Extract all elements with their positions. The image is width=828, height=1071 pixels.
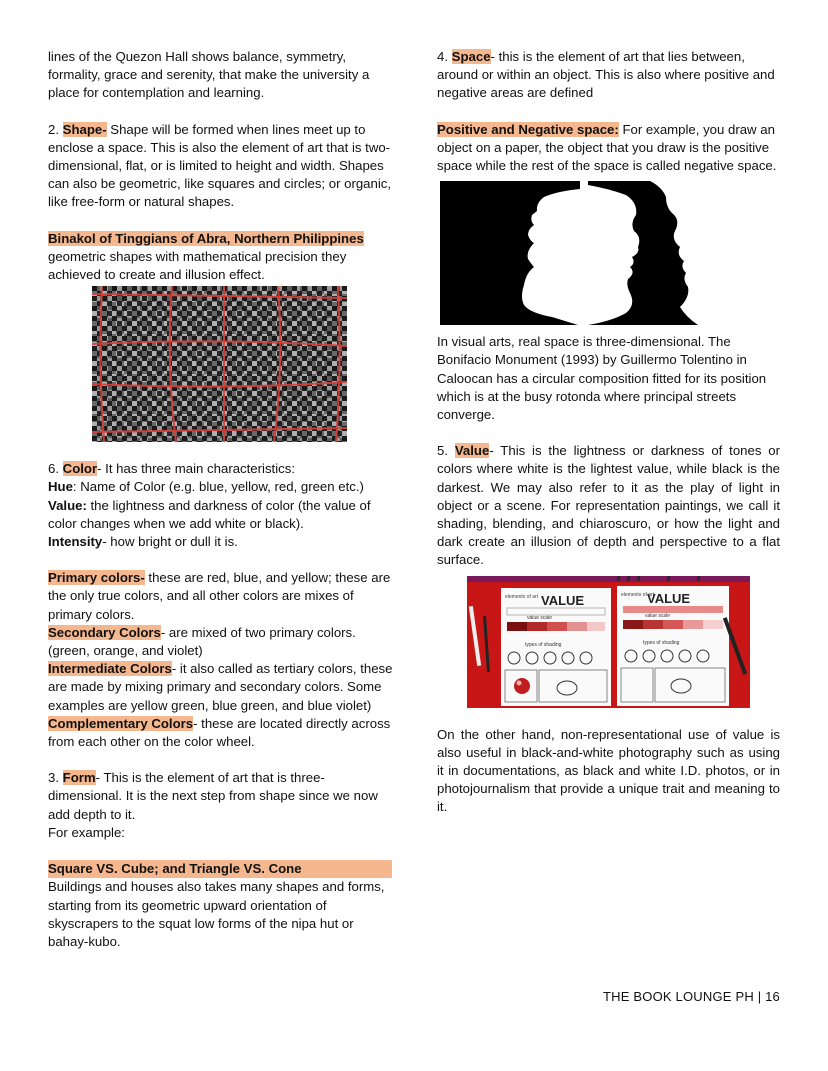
- shape-paragraph: [48, 121, 393, 212]
- sheet1-title: VALUE: [541, 592, 585, 608]
- value-term: Value: [454, 443, 490, 459]
- value-paragraph: [437, 442, 780, 569]
- binakol-weave-image: [92, 286, 347, 442]
- binakol-heading-text: Binakol of Tinggians of Abra, Northern Philippines: [48, 230, 364, 246]
- form-paragraph: [48, 769, 393, 824]
- value-text: the lightness and darkness of color (the value of color changes when we add white or black).: [48, 497, 371, 531]
- square-heading: Square VS. Cube; and Triangle VS. Cone: [48, 860, 392, 878]
- posneg-body: For example, you draw an object on a paper, the object that you draw is the positive space while the rest of the space is called negative space.: [437, 121, 777, 174]
- primary-colors: [48, 569, 393, 624]
- posneg-paragraph: [437, 121, 780, 176]
- weave-pattern: [92, 286, 347, 442]
- hue-line: [48, 478, 393, 496]
- color-body: - It has three main characteristics:: [97, 461, 295, 477]
- intermediate-term: Intermediate Colors: [48, 661, 172, 677]
- right-column: [437, 48, 780, 817]
- shape-number: 2.: [48, 121, 63, 137]
- color-term: Color: [62, 461, 98, 477]
- intensity-line: [48, 533, 393, 551]
- value-line: [48, 497, 393, 533]
- space-term: Space: [451, 49, 491, 64]
- non-representational-paragraph: On the other hand, non-representational use of value is also useful in black-and-white photography such as using it in documentations, as black and white I.D. photos, or in photojournalism that provide a unique trait and meaning to it.: [437, 726, 780, 815]
- square-body: Buildings and houses also takes many shapes and forms, starting from its geometric upward orientation of skyscrapers to the squat low forms of the nipa hut or bahay-kubo.: [48, 879, 385, 949]
- posneg-term: Positive and Negative space:: [437, 121, 619, 137]
- value-worksheet-image: [467, 576, 750, 708]
- intermediate-body: - it also called as tertiary colors, these are made by mixing primary and secondary colors. Some examples are yellow green, blue green, and blue violet): [48, 661, 393, 713]
- color-number: 6.: [48, 461, 63, 477]
- form-body: - This is the element of art that is three-dimensional. It is the next step from shape since we now add depth to it.: [48, 770, 378, 822]
- intermediate-colors: [48, 660, 393, 715]
- secondary-body: - are mixed of two primary colors. (green, orange, and violet): [48, 624, 356, 659]
- space-number: 4.: [437, 49, 452, 64]
- rubin-vase-image: [440, 181, 730, 325]
- intro-paragraph: lines of the Quezon Hall shows balance, symmetry, formality, grace and serenity, that make the university a place for contemplation and learning.: [48, 49, 370, 101]
- form-term: Form: [62, 770, 96, 786]
- form-number: 3.: [48, 770, 63, 786]
- space-body: - this is the element of art that lies between, around or within an object. This is also where positive and negative areas are defined: [437, 49, 775, 101]
- space-paragraph: [437, 48, 780, 103]
- intensity-text: - how bright or dull it is.: [102, 534, 238, 550]
- complementary-term: Complementary Colors: [48, 715, 194, 731]
- form-example: For example:: [48, 824, 125, 840]
- color-heading: [48, 460, 393, 478]
- worksheet-label: value scale: [527, 614, 553, 621]
- worksheet-label: elements of art: [621, 591, 655, 598]
- complementary-colors: [48, 715, 393, 751]
- primary-body: these are red, blue, and yellow; these are the only true colors, and all other colors are mixes of primary colors.: [48, 570, 391, 622]
- intensity-label: Intensity: [48, 534, 103, 550]
- value-worksheets: [467, 576, 750, 708]
- worksheet-label: elements of art: [505, 593, 539, 600]
- page-footer: THE BOOK LOUNGE PH | 16: [602, 989, 780, 1004]
- real-space-paragraph: In visual arts, real space is three-dimensional. The Bonifacio Monument (1993) by Guillermo Tolentino in Caloocan has a circular composition fitted for its position which is at the busy rotonda where principal streets converge.: [437, 334, 767, 423]
- complementary-body: - these are located directly across from each other on the color wheel.: [48, 715, 391, 750]
- worksheet-label: value scale: [645, 612, 671, 619]
- primary-term: Primary colors-: [48, 570, 145, 586]
- hue-text: : Name of Color (e.g. blue, yellow, red, green etc.): [72, 479, 364, 495]
- vase-faces-illustration: [440, 181, 730, 325]
- left-column: [48, 48, 393, 951]
- worksheet-label: types of shading: [643, 639, 680, 646]
- shape-body: Shape will be formed when lines meet up to enclose a space. This is also the element of art that is two-dimensional, flat, or is limited to height and width. Shapes can also be geometric, like squares and circles; or organic, like free-form or natural shapes.: [48, 121, 392, 210]
- hue-label: Hue: [48, 479, 73, 495]
- secondary-term: Secondary Colors: [48, 624, 161, 640]
- value-body-text: - This is the lightness or darkness of tones or colors where white is the lightest value, while black is the darkest. We may also refer to it as the play of light in object or a scene. For representation paintings, we call it shading, blending, and chiaroscuro, or how the light and dark create an illusion of depth and perspective to a flat surface.: [437, 443, 780, 568]
- value-label: Value:: [48, 497, 87, 513]
- secondary-colors: [48, 624, 393, 660]
- binakol-heading: [48, 230, 393, 248]
- worksheet-label: types of shading: [525, 641, 562, 648]
- sheet2-title: VALUE: [647, 590, 691, 606]
- binakol-body: geometric shapes with mathematical precision they achieved to create and illusion effect.: [48, 248, 347, 283]
- value-number: 5.: [437, 443, 455, 459]
- shape-term: Shape-: [62, 121, 107, 137]
